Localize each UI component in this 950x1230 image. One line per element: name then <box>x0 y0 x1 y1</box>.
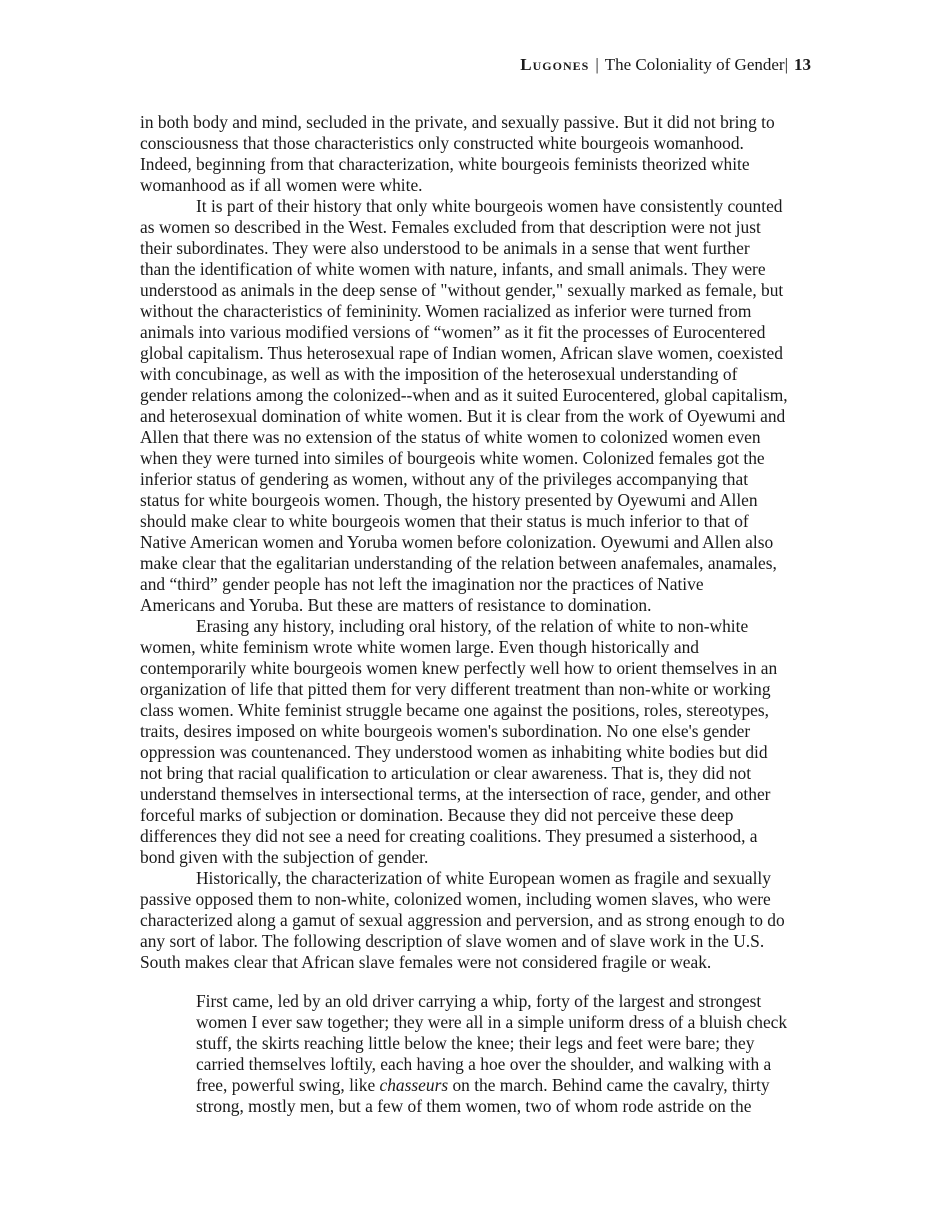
text-line: animals into various modified versions of “women” as it fit the processes of Eurocentered <box>140 322 766 342</box>
text-line: differences they did not see a need for creating coalitions. They presumed a sisterhood, a <box>140 826 758 846</box>
text-line: women, white feminism wrote white women large. Even though historically and <box>140 637 699 657</box>
text-line: than the identification of white women with nature, infants, and small animals. They were <box>140 259 766 279</box>
text-line: not bring that racial qualification to articulation or clear awareness. That is, they did not <box>140 763 752 783</box>
text-line: oppression was countenanced. They understood women as inhabiting white bodies but did <box>140 742 768 762</box>
text-line: organization of life that pitted them for very different treatment than non-white or working <box>140 679 771 699</box>
quote-line: First came, led by an old driver carrying a whip, forty of the largest and strongest <box>196 991 762 1011</box>
quote-text: on the march. Behind came the cavalry, thirty <box>448 1075 770 1095</box>
text-line: understood as animals in the deep sense of "without gender," sexually marked as female, but <box>140 280 784 300</box>
text-line: understand themselves in intersectional terms, at the intersection of race, gender, and other <box>140 784 771 804</box>
text-line: characterized along a gamut of sexual aggression and perversion, and as strong enough to do <box>140 910 785 930</box>
paragraph <box>140 616 820 868</box>
text-line: Historically, the characterization of white European women as fragile and sexually <box>196 868 771 888</box>
text-line: Allen that there was no extension of the status of white women to colonized women even <box>140 427 761 447</box>
text-line: It is part of their history that only white bourgeois women have consistently counted <box>196 196 783 216</box>
text-line: Native American women and Yoruba women before colonization. Oyewumi and Allen also <box>140 532 774 552</box>
header-separator: | <box>595 55 599 74</box>
header-title: The Coloniality of Gender <box>604 55 785 74</box>
text-line: when they were turned into similes of bourgeois white women. Colonized females got the <box>140 448 765 468</box>
body-text <box>140 112 820 973</box>
quote-line: strong, mostly men, but a few of them women, two of whom rode astride on the <box>196 1096 752 1116</box>
text-line: global capitalism. Thus heterosexual rape of Indian women, African slave women, coexisted <box>140 343 783 363</box>
text-line: South makes clear that African slave females were not considered fragile or weak. <box>140 952 712 972</box>
header-separator-2: | <box>784 55 788 74</box>
page-number: 13 <box>794 55 811 74</box>
text-line: bond given with the subjection of gender. <box>140 847 429 867</box>
text-line: make clear that the egalitarian understanding of the relation between anafemales, anamales, <box>140 553 777 573</box>
text-line: forceful marks of subjection or domination. Because they did not perceive these deep <box>140 805 734 825</box>
text-line: passive opposed them to non-white, colonized women, including women slaves, who were <box>140 889 771 909</box>
text-line: in both body and mind, secluded in the private, and sexually passive. But it did not bring to <box>140 112 775 132</box>
text-line: status for white bourgeois women. Though, the history presented by Oyewumi and Allen <box>140 490 758 510</box>
text-line: Americans and Yoruba. But these are matters of resistance to domination. <box>140 595 652 615</box>
text-line: contemporarily white bourgeois women knew perfectly well how to orient themselves in an <box>140 658 778 678</box>
text-line: their subordinates. They were also understood to be animals in a sense that went further <box>140 238 750 258</box>
paragraph <box>140 868 820 973</box>
quote-text: free, powerful swing, like <box>196 1075 380 1095</box>
text-line: and “third” gender people has not left the imagination nor the practices of Native <box>140 574 704 594</box>
text-line: traits, desires imposed on white bourgeois women's subordination. No one else's gender <box>140 721 751 741</box>
text-line: consciousness that those characteristics only constructed white bourgeois womanhood. <box>140 133 744 153</box>
text-line: womanhood as if all women were white. <box>140 175 423 195</box>
running-header <box>520 54 811 76</box>
text-line: Erasing any history, including oral history, of the relation of white to non-white <box>196 616 749 636</box>
text-line: class women. White feminist struggle became one against the positions, roles, stereotypes, <box>140 700 769 720</box>
text-line: with concubinage, as well as with the imposition of the heterosexual understanding of <box>140 364 738 384</box>
text-line: as women so described in the West. Females excluded from that description were not just <box>140 217 761 237</box>
text-line: without the characteristics of femininity. Women racialized as inferior were turned from <box>140 301 752 321</box>
text-line: inferior status of gendering as women, without any of the privileges accompanying that <box>140 469 749 489</box>
quote-line: women I ever saw together; they were all in a simple uniform dress of a bluish check <box>196 1012 788 1032</box>
block-quote <box>196 991 816 1117</box>
quote-line <box>196 1075 816 1096</box>
paragraph <box>140 196 820 616</box>
text-line: should make clear to white bourgeois women that their status is much inferior to that of <box>140 511 749 531</box>
text-line: gender relations among the colonized--when and as it suited Eurocentered, global capitalism, <box>140 385 788 405</box>
text-line: and heterosexual domination of white women. But it is clear from the work of Oyewumi and <box>140 406 786 426</box>
quote-line: carried themselves loftily, each having a hoe over the shoulder, and walking with a <box>196 1054 772 1074</box>
italic-term: chasseurs <box>379 1075 449 1095</box>
paragraph <box>140 112 820 196</box>
header-author: Lugones <box>520 55 590 74</box>
text-line: any sort of labor. The following description of slave women and of slave work in the U.S. <box>140 931 765 951</box>
text-line: Indeed, beginning from that characterization, white bourgeois feminists theorized white <box>140 154 750 174</box>
quote-line: stuff, the skirts reaching little below the knee; their legs and feet were bare; they <box>196 1033 755 1053</box>
